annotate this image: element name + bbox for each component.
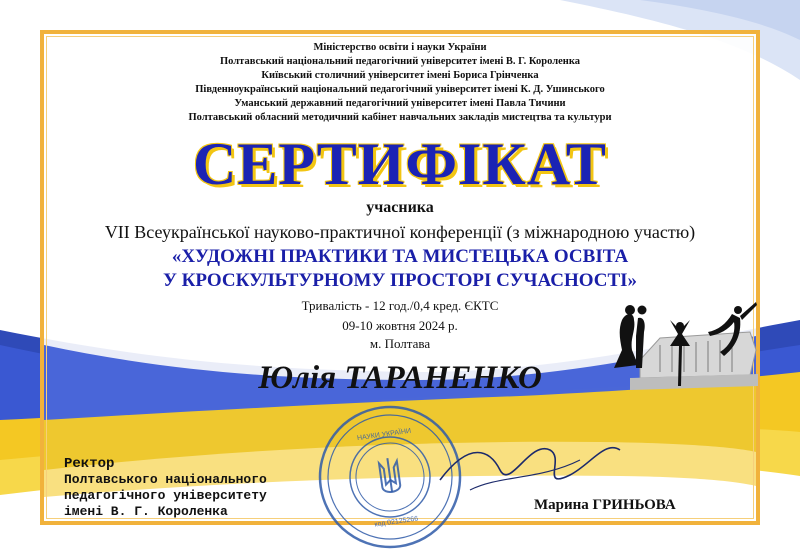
institution-line: Київський столичний університет імені Бориса Грінченка [261, 70, 539, 81]
conference-title-line2: У КРОСКУЛЬТУРНОМУ ПРОСТОРІ СУЧАСНОСТІ» [162, 270, 638, 291]
rector-institution-line1: Полтавського національного [64, 472, 267, 487]
institution-line: Уманський державний педагогічний університет імені Павла Тичини [234, 98, 566, 109]
rector-institution-line3: імені В. Г. Короленка [64, 504, 228, 519]
institution-line: Полтавський обласний методичний кабінет навчальних закладів мистецтва та культури [188, 112, 612, 123]
rector-title: Ректор [64, 456, 115, 472]
conference-name: VII Всеукраїнської науково-практичної конференції (з міжнародною участю) [104, 222, 696, 242]
rector-institution-line2: педагогічного університету [64, 488, 267, 503]
svg-text:код 02125266: код 02125266 [374, 515, 419, 529]
dates-text: 09-10 жовтня 2024 р. [342, 318, 458, 333]
institution-line: Міністерство освіти і науки України [313, 42, 487, 53]
duration-text: Тривалість - 12 год./0,4 кред. ЄКТС [301, 298, 499, 313]
institution-line: Полтавський національний педагогічний університет імені В. Г. Короленка [220, 56, 580, 67]
certificate-title: СЕРТИФІКАТ [193, 131, 607, 197]
participant-name: Юлія ТАРАНЕНКО [258, 360, 542, 396]
rector-block [64, 456, 267, 520]
dancers-silhouette-icon [600, 290, 760, 400]
institution-line: Південноукраїнський національний педагогічний університет імені К. Д. Ушинського [195, 84, 605, 95]
rector-name: Марина ГРИНЬОВА [534, 497, 676, 513]
svg-text:НАУКИ УКРАЇНИ: НАУКИ УКРАЇНИ [356, 427, 412, 443]
role-label: учасника [366, 199, 434, 216]
conference-title-line1: «ХУДОЖНІ ПРАКТИКИ ТА МИСТЕЦЬКА ОСВІТА [171, 246, 629, 267]
place-text: м. Полтава [369, 336, 431, 351]
